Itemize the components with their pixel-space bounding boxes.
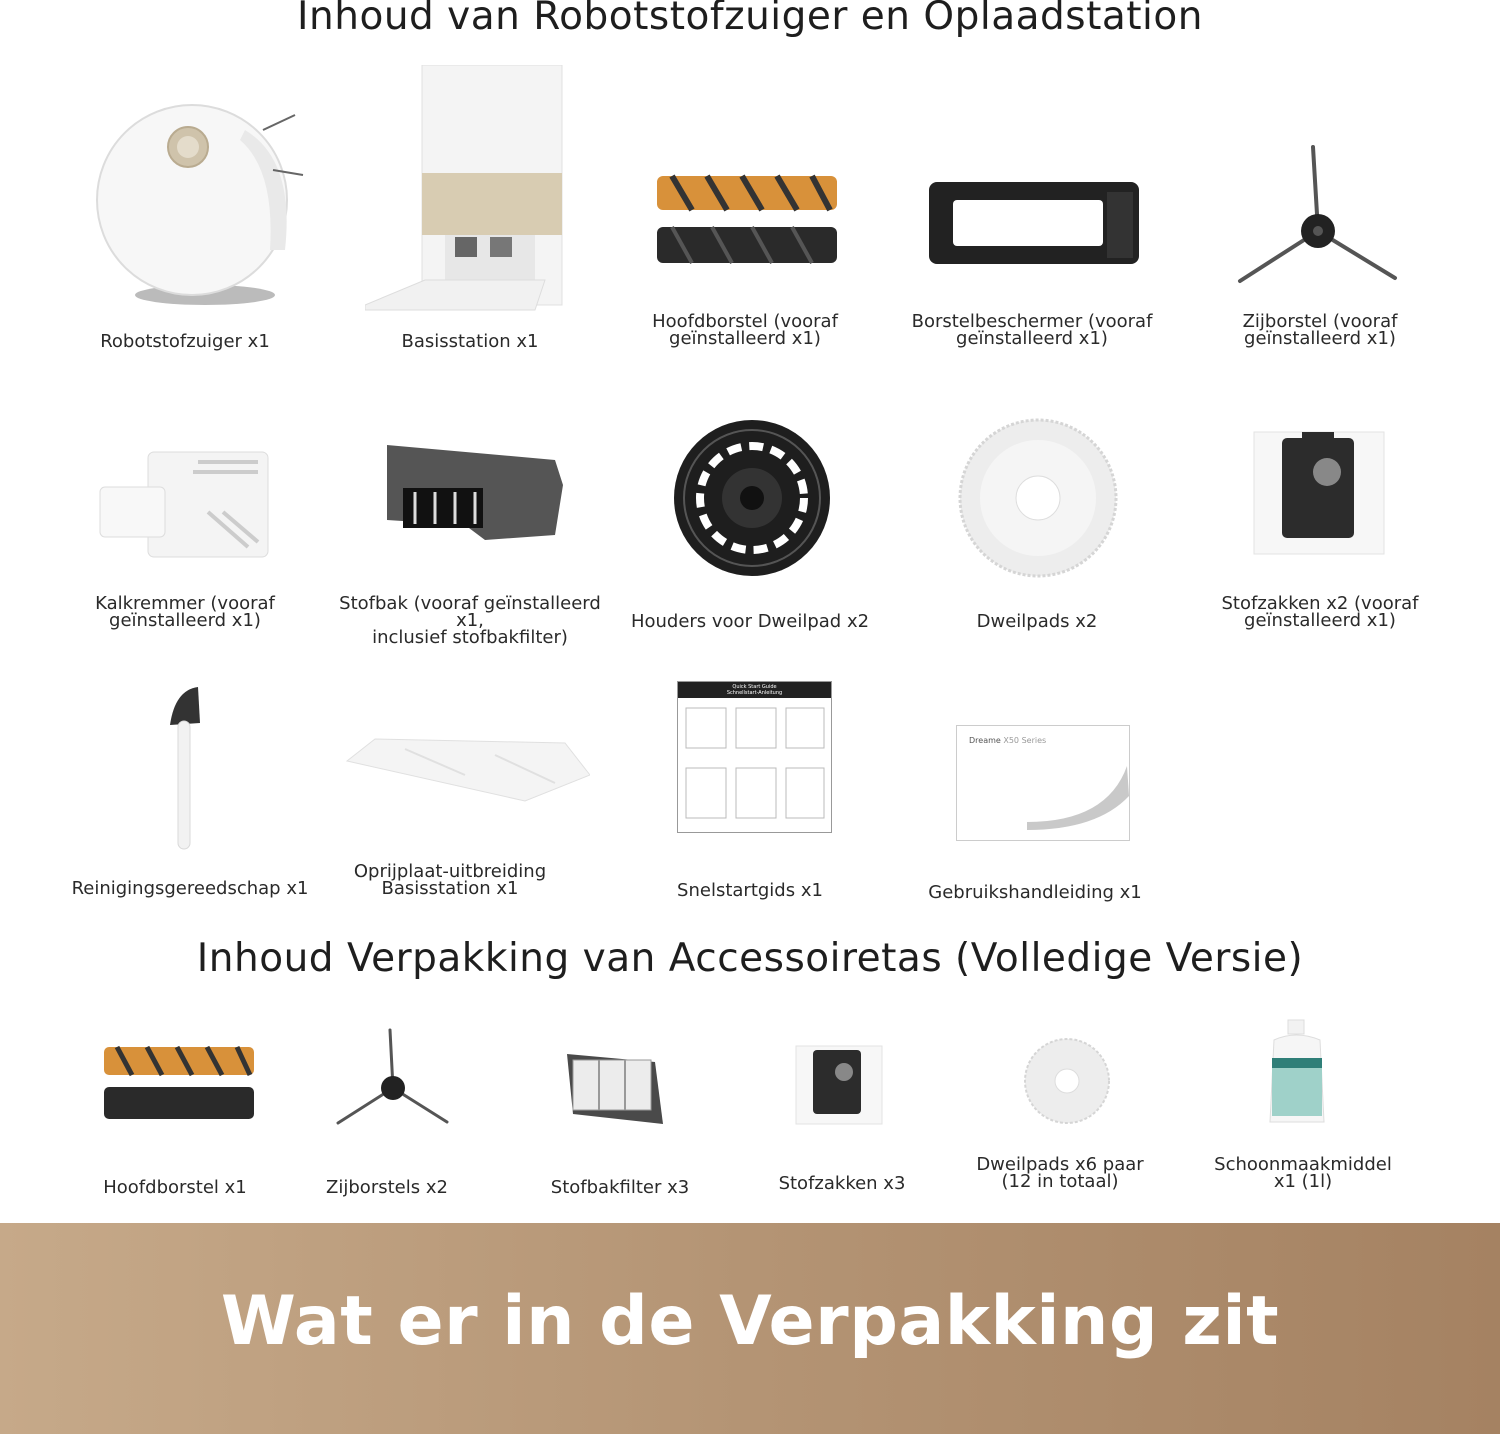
item-label: Stofzakken x3 — [778, 1173, 906, 1194]
side-brush-icon — [1235, 143, 1400, 288]
manual-series: X50 Series — [1003, 736, 1047, 745]
item-label: Stofzakken x2 (vooraf geïnstalleerd x1) — [1221, 593, 1419, 631]
item-label: Robotstofzuiger x1 — [100, 331, 270, 352]
item-label: Borstelbeschermer (vooraf geïnstalleerd x1) — [911, 311, 1153, 349]
main-brush-icon — [102, 1045, 257, 1123]
item-label: Houders voor Dweilpad x2 — [630, 611, 870, 632]
item-label: Stofbak (vooraf geïnstalleerd x1, inclusief stofbakfilter) — [339, 593, 601, 648]
base-station-icon — [365, 65, 575, 315]
item-label: Stofbakfilter x3 — [550, 1177, 690, 1198]
brush-guard-icon — [927, 178, 1142, 268]
item-label: Schoonmaakmiddel x1 (1l) — [1214, 1154, 1392, 1192]
detergent-bottle-icon — [1266, 1018, 1328, 1126]
item-label: Oprijplaat-uitbreiding Basisstation x1 — [353, 861, 547, 899]
item-label: Zijborstels x2 — [326, 1177, 448, 1198]
item-label: Zijborstel (vooraf geïnstalleerd x1) — [1242, 311, 1398, 349]
dust-bag-icon — [795, 1045, 883, 1125]
robot-vacuum-icon — [95, 100, 305, 310]
dust-bag-icon — [1252, 430, 1387, 556]
item-label: Dweilpads x2 — [976, 611, 1098, 632]
item-label: Hoofdborstel x1 — [103, 1177, 247, 1198]
mop-pad-icon — [958, 418, 1118, 578]
cleaning-tool-icon — [160, 685, 210, 855]
item-label: Kalkremmer (vooraf geïnstalleerd x1) — [95, 593, 275, 631]
guide-subtitle: Schnellstart-Anleitung — [726, 690, 783, 696]
filter-icon — [565, 1052, 665, 1127]
item-label: Snelstartgids x1 — [677, 880, 823, 901]
manual-brand: Dreame — [969, 736, 1001, 745]
guide-title: Quick Start Guide — [732, 684, 777, 690]
user-manual-icon — [956, 725, 1130, 841]
item-label: Reinigingsgereedschap x1 — [71, 878, 309, 899]
item-label: Hoofdborstel (vooraf geïnstalleerd x1) — [652, 311, 838, 349]
section1-title: Inhoud van Robotstofzuiger en Oplaadstation — [297, 0, 1203, 39]
item-label: Basisstation x1 — [401, 331, 539, 352]
section2-title: Inhoud Verpakking van Accessoiretas (Volledige Versie) — [196, 936, 1304, 981]
item-label: Gebruikshandleiding x1 — [928, 882, 1142, 903]
banner-title: Wat er in de Verpakking zit — [220, 1282, 1280, 1361]
scale-inhibitor-icon — [98, 437, 273, 562]
dust-bin-icon — [385, 440, 565, 545]
item-label: Dweilpads x6 paar (12 in totaal) — [976, 1154, 1144, 1192]
quick-start-guide-icon — [677, 681, 832, 833]
main-brush-icon — [652, 172, 842, 272]
mop-pad-holder-icon — [672, 418, 832, 578]
side-brush-icon — [335, 1028, 450, 1128]
mop-pad-icon — [1023, 1037, 1111, 1125]
ramp-extension-icon — [345, 735, 590, 805]
